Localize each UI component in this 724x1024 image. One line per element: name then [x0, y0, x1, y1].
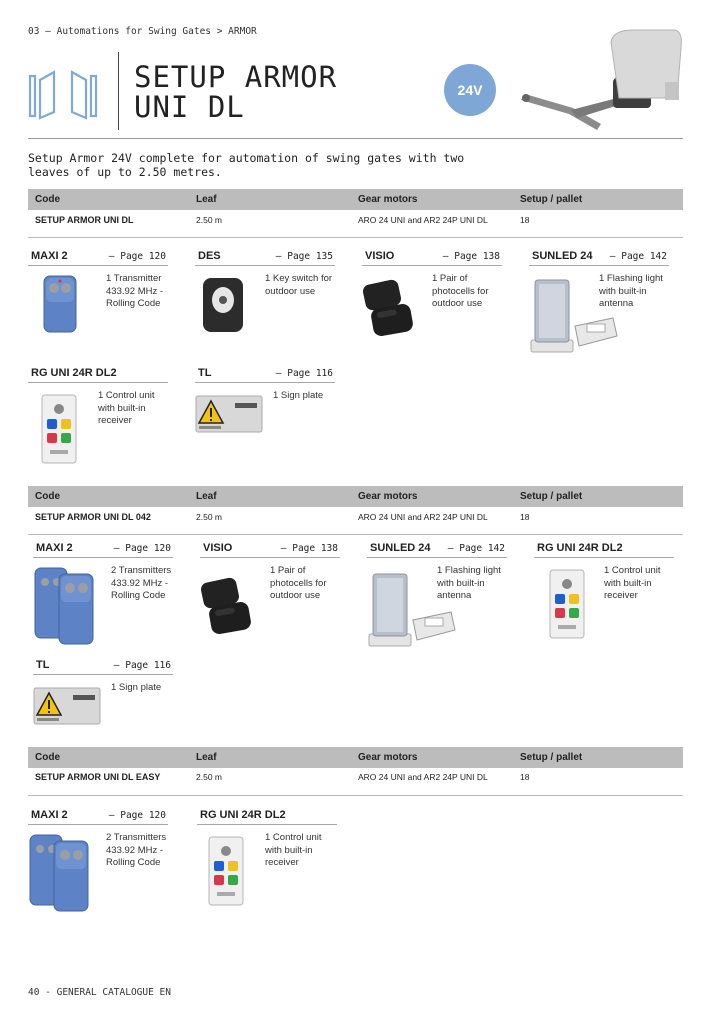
product-description: 1 Transmitter 433.92 MHz - Rolling Code — [106, 273, 164, 309]
product-name: TL — [36, 659, 50, 671]
setup-pallet: 18 — [520, 215, 530, 225]
title-divider — [118, 52, 119, 130]
col-pallet-header: Setup / pallet — [520, 752, 583, 763]
col-leaf-header: Leaf — [196, 491, 217, 502]
row-divider — [28, 795, 683, 796]
product-page: – Page 142 — [609, 251, 667, 262]
product-name: MAXI 2 — [36, 542, 73, 554]
setup-code: SETUP ARMOR UNI DL — [35, 215, 134, 225]
control-unit-icon — [207, 835, 247, 912]
row-divider — [28, 237, 683, 238]
product-description: 1 Sign plate — [111, 682, 162, 693]
table-header — [28, 189, 683, 210]
product-name: RG UNI 24R DL2 — [537, 542, 623, 554]
product-description: 2 Transmitters 433.92 MHz - Rolling Code — [106, 832, 167, 868]
remote-icon — [28, 272, 90, 339]
sign-plate-icon — [195, 395, 263, 438]
product-page: – Page 116 — [113, 660, 171, 671]
product-page: – Page 120 — [108, 251, 166, 262]
product-page: – Page 138 — [280, 543, 338, 554]
product-name: VISIO — [365, 250, 395, 262]
setup-leaf: 2.50 m — [196, 215, 222, 225]
table-header — [28, 747, 683, 768]
product-page: – Page 142 — [447, 543, 505, 554]
remote-pair-icon — [28, 831, 98, 918]
col-gear-motors-header: Gear motors — [358, 491, 418, 502]
setup-gear-motors: ARO 24 UNI and AR2 24P UNI DL — [358, 215, 488, 225]
product-page: – Page 138 — [442, 251, 500, 262]
page-footer: 40 - GENERAL CATALOGUE EN — [28, 987, 171, 998]
col-pallet-header: Setup / pallet — [520, 491, 583, 502]
col-gear-motors-header: Gear motors — [358, 752, 418, 763]
col-code-header: Code — [35, 491, 60, 502]
product-description: 2 Transmitters 433.92 MHz - Rolling Code — [111, 565, 172, 601]
product-page: – Page 120 — [113, 543, 171, 554]
page-title: SETUP ARMOR UNI DL — [134, 60, 338, 124]
product-description: 1 Flashing light with built-in antenna — [437, 565, 501, 601]
control-unit-icon — [40, 393, 80, 470]
col-gear-motors-header: Gear motors — [358, 194, 418, 205]
setup-gear-motors: ARO 24 UNI and AR2 24P UNI DL — [358, 772, 488, 782]
product-description: 1 Sign plate — [273, 390, 324, 401]
gate-motor-icon — [515, 28, 685, 138]
product-description: 1 Control unit with built-in receiver — [265, 832, 322, 868]
col-pallet-header: Setup / pallet — [520, 194, 583, 205]
product-description: 1 Control unit with built-in receiver — [604, 565, 661, 601]
product-name: TL — [198, 367, 212, 379]
remote-pair-icon — [33, 564, 103, 651]
product-description: 1 Key switch for outdoor use — [265, 273, 333, 297]
product-name: RG UNI 24R DL2 — [200, 809, 286, 821]
product-name: MAXI 2 — [31, 809, 68, 821]
header-rule — [28, 138, 683, 139]
product-name: SUNLED 24 — [370, 542, 431, 554]
setup-gear-motors: ARO 24 UNI and AR2 24P UNI DL — [358, 512, 488, 522]
breadcrumb: 03 — Automations for Swing Gates > ARMOR — [28, 26, 257, 37]
product-name: SUNLED 24 — [532, 250, 593, 262]
setup-code: SETUP ARMOR UNI DL EASY — [35, 772, 161, 782]
key-switch-icon — [195, 272, 257, 339]
product-name: VISIO — [203, 542, 233, 554]
product-description: 1 Pair of photocells for outdoor use — [270, 565, 327, 601]
col-leaf-header: Leaf — [196, 752, 217, 763]
product-name: DES — [198, 250, 221, 262]
product-description: 1 Flashing light with built-in antenna — [599, 273, 663, 309]
sign-plate-icon — [33, 687, 101, 730]
product-description: 1 Pair of photocells for outdoor use — [432, 273, 489, 309]
intro-text: Setup Armor 24V complete for automation of swing gates with two leaves of up to 2.50 metres. — [28, 151, 465, 179]
photocell-icon — [200, 570, 262, 641]
table-header — [28, 486, 683, 507]
row-divider — [28, 534, 683, 535]
product-page: – Page 135 — [275, 251, 333, 262]
control-unit-icon — [548, 568, 588, 645]
col-leaf-header: Leaf — [196, 194, 217, 205]
setup-pallet: 18 — [520, 512, 530, 522]
col-code-header: Code — [35, 752, 60, 763]
product-page: – Page 116 — [275, 368, 333, 379]
setup-pallet: 18 — [520, 772, 530, 782]
product-page: – Page 120 — [108, 810, 166, 821]
col-code-header: Code — [35, 194, 60, 205]
setup-code: SETUP ARMOR UNI DL 042 — [35, 512, 151, 522]
product-description: 1 Control unit with built-in receiver — [98, 390, 155, 426]
gate-logo-icon — [28, 66, 98, 127]
table-row — [28, 210, 683, 231]
setup-leaf: 2.50 m — [196, 512, 222, 522]
product-name: MAXI 2 — [31, 250, 68, 262]
voltage-badge: 24V — [444, 64, 496, 116]
setup-leaf: 2.50 m — [196, 772, 222, 782]
table-row — [28, 767, 683, 788]
product-name: RG UNI 24R DL2 — [31, 367, 117, 379]
table-row — [28, 507, 683, 528]
photocell-icon — [362, 272, 424, 343]
